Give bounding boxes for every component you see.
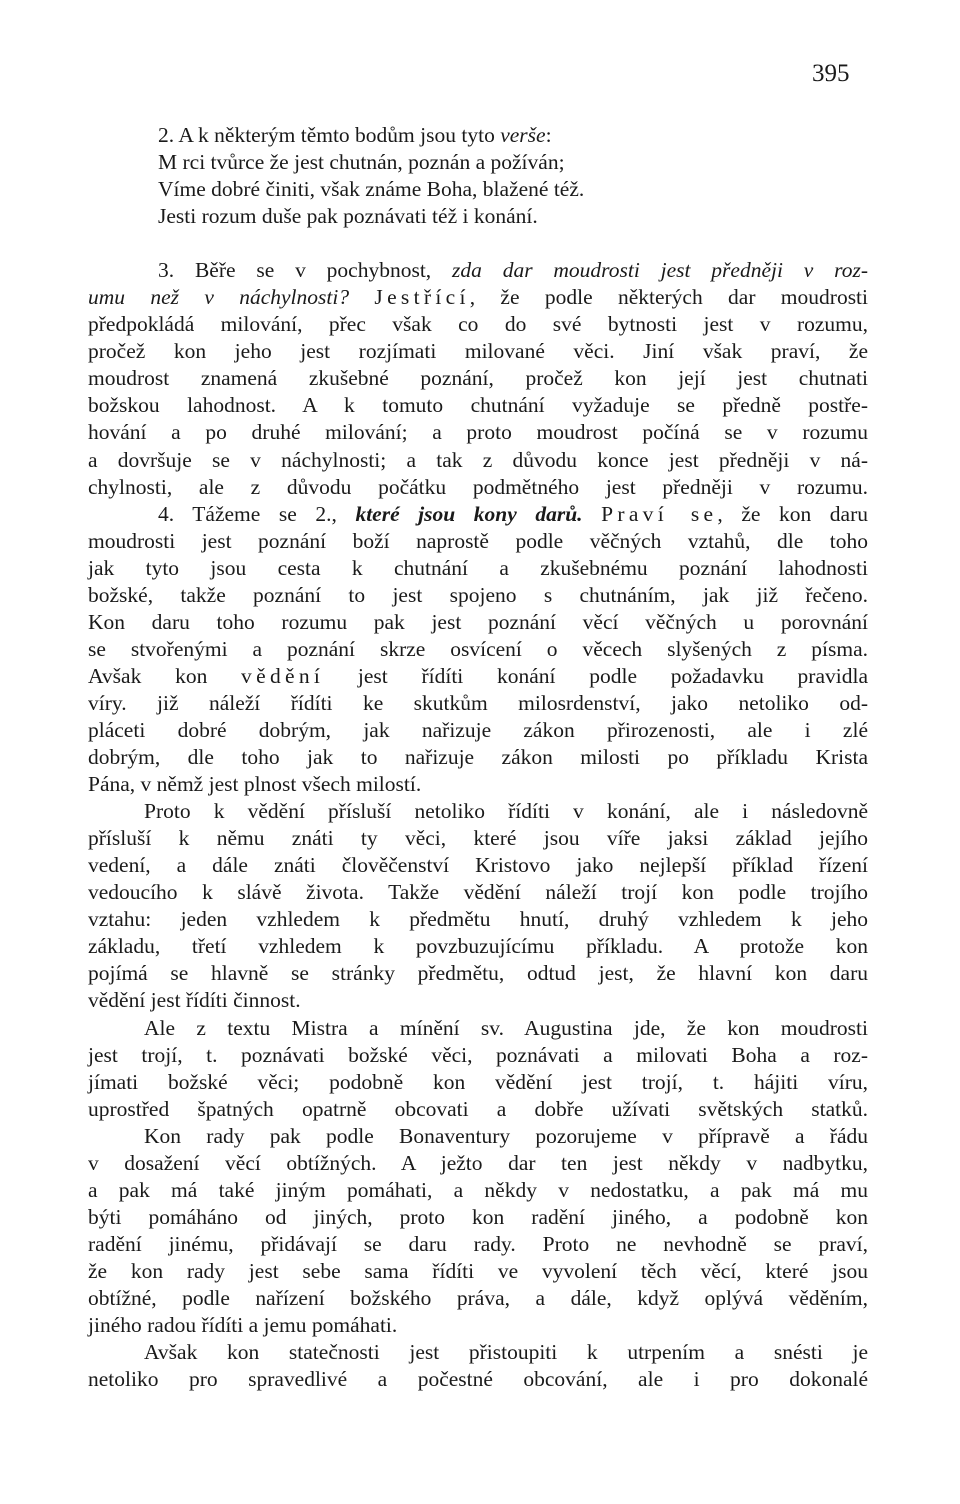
text-line bbox=[88, 1069, 868, 1096]
text-segment bbox=[583, 502, 602, 526]
text-segment: chylnosti, ale z důvodu počátku podmětného jest předněji v rozumu. bbox=[88, 474, 868, 499]
emphasis-text: vědění bbox=[241, 663, 325, 688]
text-line bbox=[88, 311, 868, 338]
text-line bbox=[88, 1177, 868, 1204]
verse-line bbox=[88, 203, 868, 230]
text-segment: Avšak kon bbox=[88, 663, 242, 688]
text-segment: jímati božské věci; podobně kon vědění jest trojí, t. hájiti víru, bbox=[88, 1069, 868, 1094]
text-line bbox=[88, 284, 868, 311]
text-line bbox=[88, 852, 868, 879]
text-line bbox=[88, 798, 868, 825]
text-line bbox=[88, 933, 868, 960]
text-line bbox=[88, 1096, 868, 1123]
text-line bbox=[88, 1312, 868, 1339]
text-segment: Kon rady pak podle Bonaventury pozorujeme v přípravě a řádu bbox=[144, 1123, 868, 1148]
text-segment: uprostřed špatných opatrně obcovati a dobře užívati světských statků. bbox=[88, 1096, 868, 1121]
text-line bbox=[88, 1204, 868, 1231]
text-segment: netoliko pro spravedlivé a počestné obcování, ale i pro dokonalé bbox=[88, 1367, 868, 1392]
text-line bbox=[88, 338, 868, 365]
emphasis-text: verše bbox=[500, 123, 546, 147]
body-text bbox=[88, 122, 868, 1393]
text-line bbox=[88, 447, 868, 474]
text-segment: vztahu: jeden vzhledem k předmětu hnutí, druhý vzhledem k jeho bbox=[88, 907, 868, 932]
text-segment: 3. Běře se v pochybnost, bbox=[158, 258, 452, 283]
text-line bbox=[88, 1015, 868, 1042]
text-segment: jak tyto jsou cesta k chutnání a zkušebnému poznání lahodnosti bbox=[88, 555, 868, 580]
text-line bbox=[88, 987, 868, 1014]
text-segment bbox=[349, 285, 374, 309]
text-segment: jest řídíti konání podle požadavku pravidla bbox=[324, 663, 869, 688]
text-segment: vedení, a dále znáti člověčenství Kristovo jako nejlepší příklad řízení bbox=[88, 853, 868, 878]
emphasis-text: Jestřící bbox=[374, 285, 470, 310]
text-line bbox=[88, 257, 868, 284]
text-line bbox=[88, 1258, 868, 1285]
text-line bbox=[88, 582, 868, 609]
text-segment: Pána, v němž jest plnost všech milostí. bbox=[88, 772, 422, 797]
text-segment: víry. již náleží řídíti ke skutkům milosrdenství, jako netoliko od- bbox=[88, 690, 868, 715]
text-line bbox=[88, 609, 868, 636]
emphasis-text: které jsou kony darů. bbox=[355, 501, 583, 526]
text-line bbox=[88, 365, 868, 392]
text-segment: , že kon daru bbox=[717, 501, 868, 526]
text-segment: pláceti dobré dobrým, jak nařizuje zákon přirozenosti, ale i zlé bbox=[88, 717, 868, 742]
text-segment: : bbox=[545, 123, 552, 147]
text-segment: božské, takže poznání to jest spojeno s chutnáním, jak již řečeno. bbox=[88, 582, 868, 607]
text-line bbox=[88, 663, 868, 690]
text-line bbox=[88, 744, 868, 771]
text-segment: jiného radou řídíti a jemu pomáhati. bbox=[88, 1313, 398, 1338]
text-segment: se stvořenými a poznání skrze osvícení o věcech slyšených z písma. bbox=[88, 636, 868, 661]
text-line bbox=[88, 960, 868, 987]
verse-line bbox=[88, 176, 868, 203]
text-line bbox=[88, 690, 868, 717]
emphasis-text: Praví se bbox=[601, 501, 718, 526]
text-line bbox=[88, 122, 868, 149]
page-number: 395 bbox=[812, 60, 850, 87]
text-segment: Kon daru toho rozumu pak jest poznání věcí věčných u porovnání bbox=[88, 609, 868, 634]
emphasis-text: umu než v náchylnosti? bbox=[88, 285, 350, 310]
text-segment: 2. A k některým těmto bodům jsou tyto bbox=[158, 123, 501, 147]
text-line bbox=[88, 392, 868, 419]
emphasis-text: zda dar moudrosti jest předněji v roz- bbox=[452, 258, 868, 283]
text-segment: že kon rady jest sebe sama řídíti ve vyvolení těch věcí, které jsou bbox=[88, 1258, 868, 1283]
text-line bbox=[88, 474, 868, 501]
text-line bbox=[88, 1042, 868, 1069]
text-line bbox=[88, 636, 868, 663]
text-segment: býti pomáháno od jiných, proto kon radění jiného, a podobně kon bbox=[88, 1204, 868, 1229]
paragraph-gap bbox=[88, 230, 868, 257]
text-line bbox=[88, 555, 868, 582]
text-line bbox=[88, 419, 868, 446]
text-segment: Víme dobré činiti, však známe Boha, blažené též. bbox=[158, 177, 585, 202]
text-segment: Jesti rozum duše pak poznávati též i konání. bbox=[158, 204, 538, 229]
text-segment: Avšak kon statečnosti jest přistoupiti k utrpením a snésti je bbox=[144, 1340, 868, 1365]
text-line bbox=[88, 825, 868, 852]
text-segment: , že podle některých dar moudrosti bbox=[469, 285, 869, 310]
text-segment: moudrosti jest poznání boží naprostě podle věčných vztahů, dle toho bbox=[88, 528, 868, 553]
verse-line bbox=[88, 149, 868, 176]
text-line bbox=[88, 1366, 868, 1393]
text-segment: a pak má také jiným pomáhati, a někdy v nedostatku, a pak má mu bbox=[88, 1177, 868, 1202]
text-segment: Ale z textu Mistra a mínění sv. Augustina jde, že kon moudrosti bbox=[144, 1015, 868, 1040]
text-segment: obtížné, podle nařízení božského práva, a dále, když oplývá věděním, bbox=[88, 1285, 868, 1310]
text-segment: božskou lahodnost. A k tomuto chutnání vyžaduje se předně postře- bbox=[88, 393, 868, 418]
text-line bbox=[88, 879, 868, 906]
text-line bbox=[88, 1150, 868, 1177]
text-line bbox=[88, 717, 868, 744]
text-segment: v dosažení věcí obtížných. A ježto dar ten jest někdy v nadbytku, bbox=[88, 1150, 868, 1175]
text-line bbox=[88, 528, 868, 555]
text-segment: základu, třetí vzhledem k povzbuzujícímu příkladu. A protože kon bbox=[88, 934, 868, 959]
text-segment: jest trojí, t. poznávati božské věci, poznávati a milovati Boha a roz- bbox=[88, 1042, 868, 1067]
text-segment: moudrost znamená zkušebné poznání, pročež kon její jest chutnati bbox=[88, 366, 868, 391]
text-segment: Proto k vědění přísluší netoliko řídíti v konání, ale i následovně bbox=[144, 799, 868, 824]
text-segment: radění jinému, přidávají se daru rady. Proto ne nevhodně se praví, bbox=[88, 1231, 868, 1256]
text-segment: přísluší k němu znáti ty věci, které jsou víře jaksi základ jejího bbox=[88, 826, 868, 851]
text-segment: vedoucího k slávě života. Takže vědění náleží trojí kon podle trojího bbox=[88, 880, 868, 905]
text-segment: dobrým, dle toho jak to nařizuje zákon milosti po příkladu Krista bbox=[88, 745, 868, 770]
text-segment: a dovršuje se v náchylnosti; a tak z důvodu konce jest předněji v ná- bbox=[88, 447, 868, 472]
text-line bbox=[88, 501, 868, 528]
text-segment: M rci tvůrce že jest chutnán, poznán a požíván; bbox=[158, 150, 565, 175]
text-line bbox=[88, 906, 868, 933]
text-segment: pojímá se hlavně se stránky předmětu, odtud jest, že hlavní kon daru bbox=[88, 961, 868, 986]
text-line bbox=[88, 771, 868, 798]
text-segment: předpokládá milování, přec však co do své bytnosti jest v rozumu, bbox=[88, 312, 868, 337]
text-segment: vědění jest řídíti činnost. bbox=[88, 988, 301, 1013]
text-line bbox=[88, 1123, 868, 1150]
text-line bbox=[88, 1285, 868, 1312]
text-line bbox=[88, 1339, 868, 1366]
text-segment: pročež kon jeho jest rozjímati milované věci. Jiní však praví, že bbox=[88, 339, 868, 364]
text-segment: 4. Tážeme se 2., bbox=[158, 501, 356, 526]
text-line bbox=[88, 1231, 868, 1258]
text-segment: hování a po druhé milování; a proto moudrost počíná se v rozumu bbox=[88, 420, 868, 445]
